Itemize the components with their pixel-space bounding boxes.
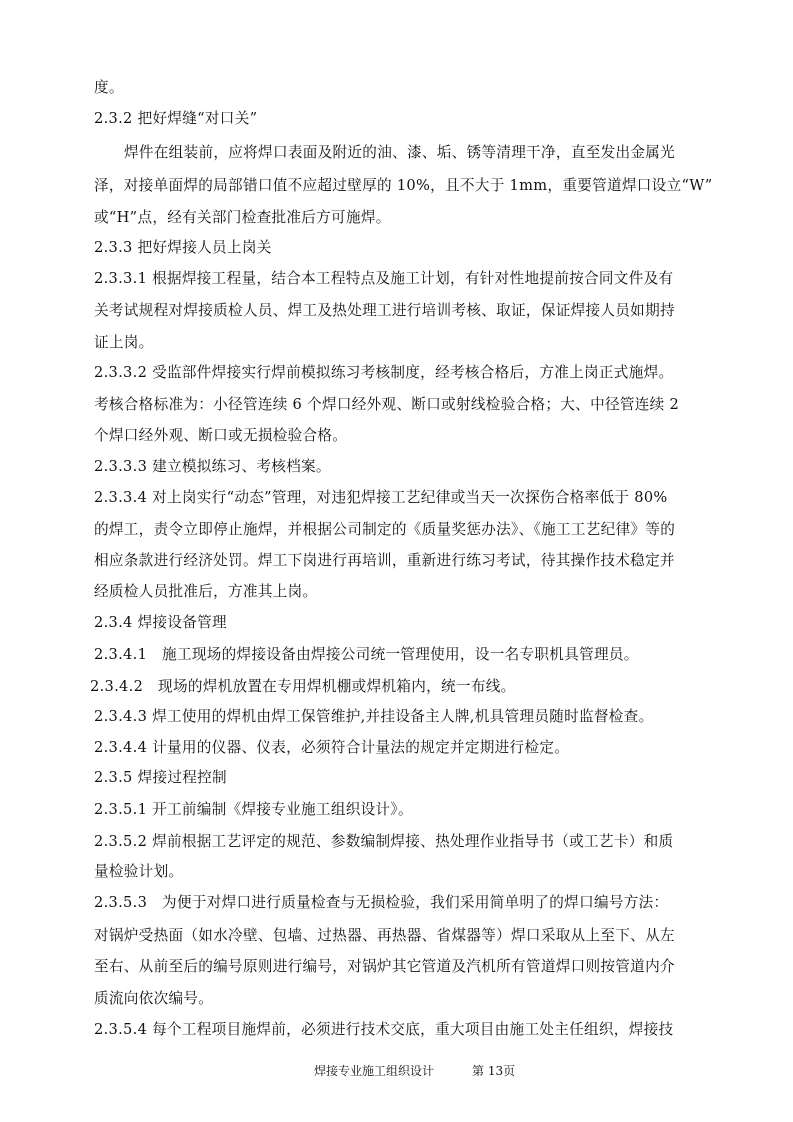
text-line: 量检验计划。 <box>94 863 184 880</box>
text-line: 2.3.3.4 对上岗实行“动态”管理，对违犯焊接工艺纪律或当天一次探伤合格率低于 80% <box>94 489 668 506</box>
text-line: 相应条款进行经济处罚。焊工下岗进行再培训，重新进行练习考试，待其操作技术稳定并 <box>94 552 675 569</box>
section-heading-2-3-3: 2.3.3 把好焊接人员上岗关 <box>94 239 272 256</box>
text-line: 2.3.4.4 计量用的仪器、仪表，必须符合计量法的规定并定期进行检定。 <box>94 739 570 756</box>
text-line: 2.3.4.2 现场的焊机放置在专用焊机棚或焊机箱内，统一布线。 <box>90 678 516 695</box>
text-line: 2.3.3.3 建立模拟练习、考核档案。 <box>94 458 331 475</box>
section-heading-2-3-5: 2.3.5 焊接过程控制 <box>94 769 227 786</box>
section-heading-2-3-2: 2.3.2 把好焊缝“对口关” <box>94 110 258 127</box>
text-line: 关考试规程对焊接质检人员、焊工及热处理工进行培训考核、取证，保证焊接人员如期持 <box>94 302 675 319</box>
text-line: 质流向依次编号。 <box>94 990 214 1007</box>
text-line: 2.3.4.3 焊工使用的焊机由焊工保管维护,并挂设备主人牌,机具管理员随时监督检查。 <box>94 708 654 725</box>
text-line: 2.3.5.2 焊前根据工艺评定的规范、参数编制焊接、热处理作业指导书（或工艺卡）和质 <box>94 833 674 850</box>
text-line: 2.3.3.2 受监部件焊接实行焊前模拟练习考核制度，经考核合格后，方准上岗正式施焊。 <box>94 364 674 381</box>
text-line: 至右、从前至后的编号原则进行编号，对锅炉其它管道及汽机所有管道焊口则按管道内介 <box>94 958 675 975</box>
footer-title: 焊接专业施工组织设计 <box>314 1064 435 1078</box>
text-line: 2.3.5.3 为便于对焊口进行质量检查与无损检验，我们采用简单明了的焊口编号方法： <box>94 894 669 911</box>
text-line: 2.3.4.1 施工现场的焊接设备由焊接公司统一管理使用，设一名专职机具管理员。 <box>94 646 639 663</box>
text-line: 对锅炉受热面（如水冷壁、包墙、过热器、再热器、省煤器等）焊口采取从上至下、从左 <box>94 927 675 944</box>
text-line: 2.3.5.4 每个工程项目施焊前，必须进行技术交底，重大项目由施工处主任组织，焊接技 <box>94 1021 674 1038</box>
text-line: 度。 <box>94 79 124 96</box>
section-heading-2-3-4: 2.3.4 焊接设备管理 <box>94 614 227 631</box>
text-line: 考核合格标准为：小径管连续 6 个焊口经外观、断口或射线检验合格；大、中径管连续 2 <box>94 396 680 413</box>
text-line: 2.3.5.1 开工前编制《焊接专业施工组织设计》。 <box>94 801 413 818</box>
text-line: 或“H”点，经有关部门检查批准后方可施焊。 <box>94 209 391 226</box>
text-line: 经质检人员批准后，方准其上岗。 <box>94 583 318 600</box>
text-line: 泽，对接单面焊的局部错口值不应超过壁厚的 10%，且不大于 1mm，重要管道焊口设立“W” <box>94 177 713 194</box>
footer-page-number: 第 13页 <box>472 1064 516 1078</box>
text-line: 的焊工，责令立即停止施焊，并根据公司制定的《质量奖惩办法》、《施工工艺纪律》等的 <box>94 521 676 538</box>
text-line: 个焊口经外观、断口或无损检验合格。 <box>94 427 348 444</box>
text-line: 证上岗。 <box>94 334 154 351</box>
text-line: 2.3.3.1 根据焊接工程量，结合本工程特点及施工计划，有针对性地提前按合同文件及有 <box>94 270 674 287</box>
text-line: 焊件在组装前，应将焊口表面及附近的油、漆、垢、锈等清理干净，直至发出金属光 <box>124 144 676 161</box>
